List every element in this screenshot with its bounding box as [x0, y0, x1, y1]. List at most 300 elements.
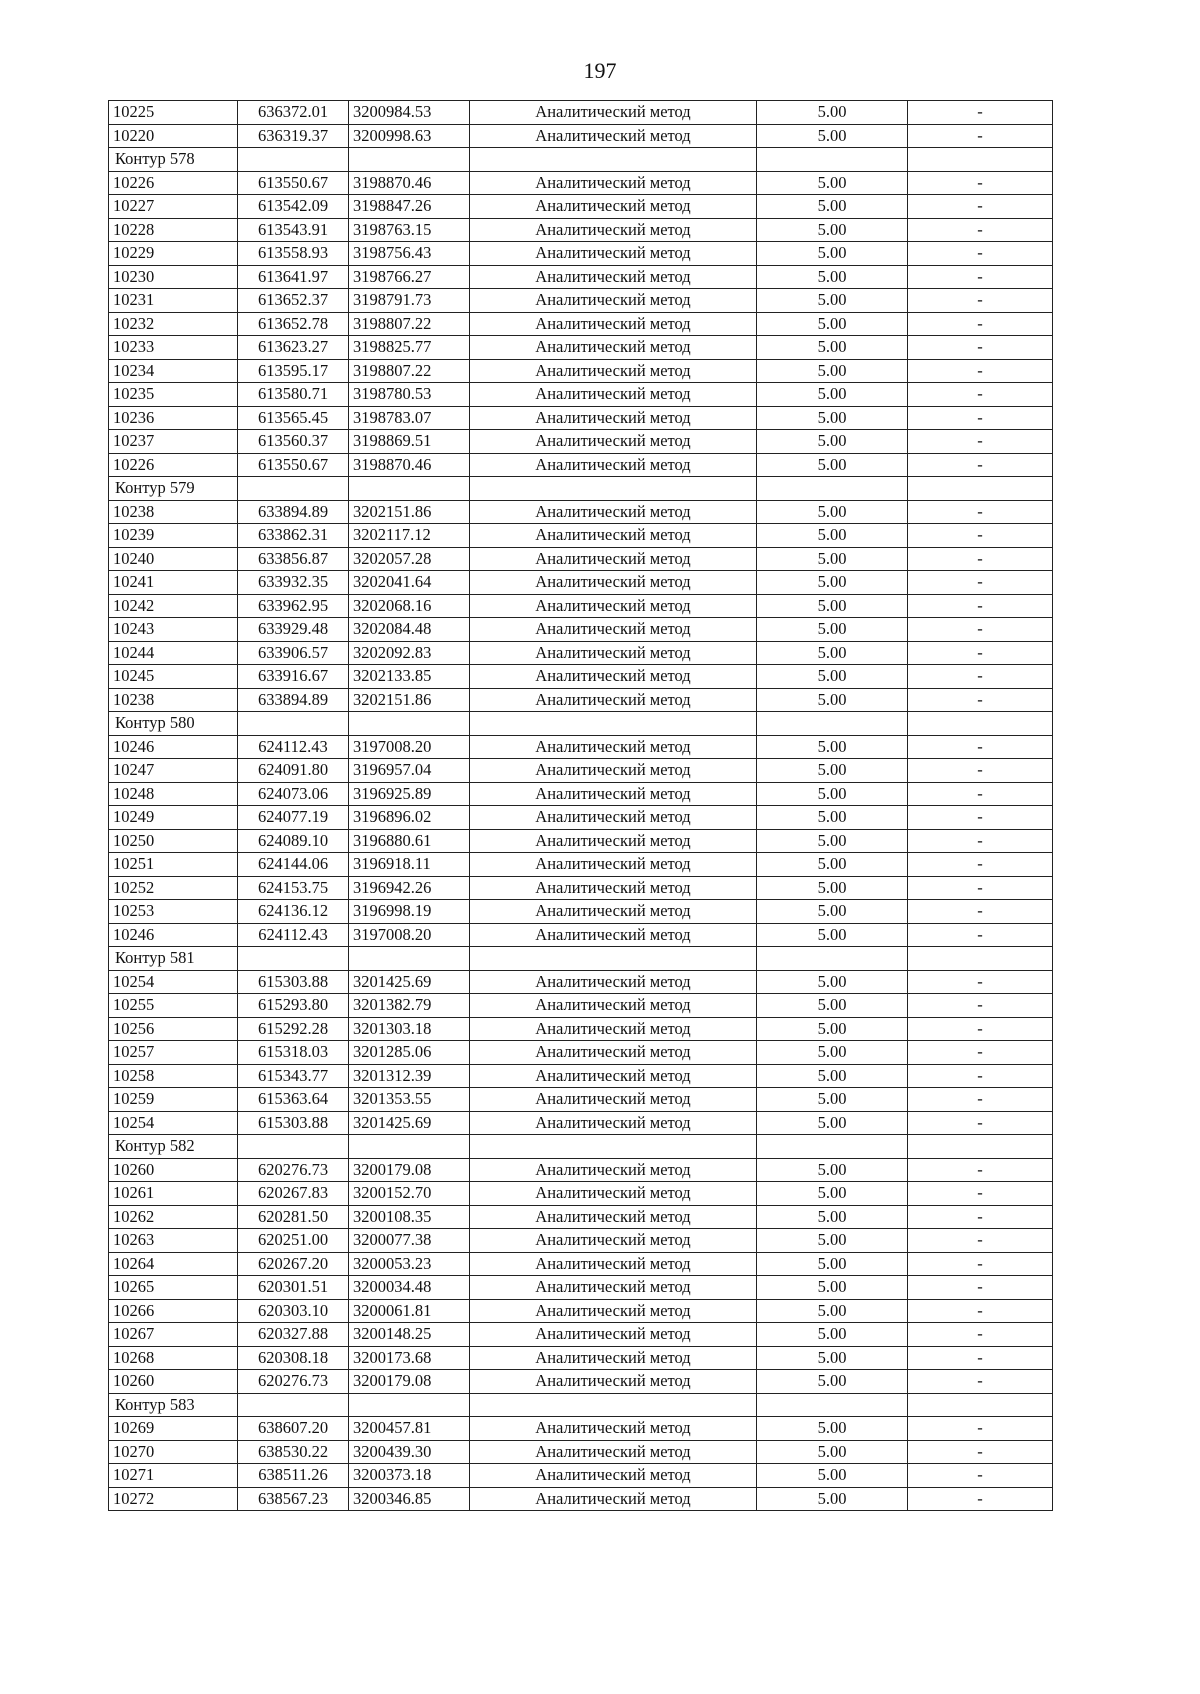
y-coordinate: 3196880.61: [349, 829, 470, 853]
note-cell: -: [908, 359, 1053, 383]
note-cell: -: [908, 665, 1053, 689]
table-row: [109, 195, 1053, 219]
point-id: 10237: [109, 430, 238, 454]
contour-label: Контур 583: [109, 1393, 238, 1417]
x-coordinate: 633932.35: [238, 571, 349, 595]
table-row: [109, 383, 1053, 407]
method-cell: Аналитический метод: [470, 359, 757, 383]
point-id: 10271: [109, 1464, 238, 1488]
x-coordinate: 624112.43: [238, 923, 349, 947]
method-cell: Аналитический метод: [470, 735, 757, 759]
empty-cell: [757, 1135, 908, 1159]
note-cell: -: [908, 289, 1053, 313]
empty-cell: [238, 148, 349, 172]
empty-cell: [757, 477, 908, 501]
note-cell: -: [908, 923, 1053, 947]
accuracy-cell: 5.00: [757, 759, 908, 783]
point-id: 10266: [109, 1299, 238, 1323]
x-coordinate: 620276.73: [238, 1370, 349, 1394]
x-coordinate: 633916.67: [238, 665, 349, 689]
x-coordinate: 620267.83: [238, 1182, 349, 1206]
accuracy-cell: 5.00: [757, 735, 908, 759]
x-coordinate: 638567.23: [238, 1487, 349, 1511]
method-cell: Аналитический метод: [470, 594, 757, 618]
empty-cell: [470, 477, 757, 501]
point-id: 10260: [109, 1158, 238, 1182]
empty-cell: [470, 1135, 757, 1159]
note-cell: -: [908, 782, 1053, 806]
y-coordinate: 3200346.85: [349, 1487, 470, 1511]
note-cell: -: [908, 641, 1053, 665]
note-cell: -: [908, 571, 1053, 595]
point-id: 10253: [109, 900, 238, 924]
method-cell: Аналитический метод: [470, 1064, 757, 1088]
method-cell: Аналитический метод: [470, 571, 757, 595]
note-cell: -: [908, 1487, 1053, 1511]
x-coordinate: 613550.67: [238, 171, 349, 195]
accuracy-cell: 5.00: [757, 171, 908, 195]
empty-cell: [908, 148, 1053, 172]
point-id: 10240: [109, 547, 238, 571]
table-row: [109, 571, 1053, 595]
y-coordinate: 3200179.08: [349, 1158, 470, 1182]
table-row: [109, 1276, 1053, 1300]
accuracy-cell: 5.00: [757, 1229, 908, 1253]
y-coordinate: 3202151.86: [349, 688, 470, 712]
accuracy-cell: 5.00: [757, 994, 908, 1018]
point-id: 10242: [109, 594, 238, 618]
accuracy-cell: 5.00: [757, 853, 908, 877]
accuracy-cell: 5.00: [757, 1299, 908, 1323]
y-coordinate: 3202084.48: [349, 618, 470, 642]
accuracy-cell: 5.00: [757, 242, 908, 266]
note-cell: -: [908, 500, 1053, 524]
empty-cell: [470, 712, 757, 736]
table-row: [109, 101, 1053, 125]
note-cell: -: [908, 430, 1053, 454]
accuracy-cell: 5.00: [757, 1464, 908, 1488]
method-cell: Аналитический метод: [470, 641, 757, 665]
empty-cell: [238, 1135, 349, 1159]
empty-cell: [908, 1135, 1053, 1159]
empty-cell: [349, 947, 470, 971]
table-body: [109, 101, 1053, 1511]
x-coordinate: 633962.95: [238, 594, 349, 618]
note-cell: -: [908, 124, 1053, 148]
x-coordinate: 624136.12: [238, 900, 349, 924]
y-coordinate: 3196957.04: [349, 759, 470, 783]
point-id: 10270: [109, 1440, 238, 1464]
method-cell: Аналитический метод: [470, 829, 757, 853]
empty-cell: [349, 1393, 470, 1417]
accuracy-cell: 5.00: [757, 1276, 908, 1300]
table-row: [109, 1017, 1053, 1041]
point-id: 10233: [109, 336, 238, 360]
point-id: 10252: [109, 876, 238, 900]
contour-header-row: [109, 947, 1053, 971]
empty-cell: [757, 148, 908, 172]
accuracy-cell: 5.00: [757, 359, 908, 383]
point-id: 10243: [109, 618, 238, 642]
accuracy-cell: 5.00: [757, 876, 908, 900]
y-coordinate: 3201425.69: [349, 1111, 470, 1135]
method-cell: Аналитический метод: [470, 853, 757, 877]
y-coordinate: 3200457.81: [349, 1417, 470, 1441]
method-cell: Аналитический метод: [470, 265, 757, 289]
table-row: [109, 359, 1053, 383]
accuracy-cell: 5.00: [757, 1158, 908, 1182]
accuracy-cell: 5.00: [757, 1017, 908, 1041]
point-id: 10232: [109, 312, 238, 336]
point-id: 10238: [109, 688, 238, 712]
point-id: 10226: [109, 171, 238, 195]
method-cell: Аналитический метод: [470, 171, 757, 195]
point-id: 10265: [109, 1276, 238, 1300]
accuracy-cell: 5.00: [757, 1323, 908, 1347]
accuracy-cell: 5.00: [757, 806, 908, 830]
note-cell: -: [908, 453, 1053, 477]
table-row: [109, 336, 1053, 360]
accuracy-cell: 5.00: [757, 218, 908, 242]
note-cell: -: [908, 1229, 1053, 1253]
y-coordinate: 3200108.35: [349, 1205, 470, 1229]
note-cell: -: [908, 171, 1053, 195]
accuracy-cell: 5.00: [757, 1182, 908, 1206]
table-row: [109, 994, 1053, 1018]
y-coordinate: 3197008.20: [349, 923, 470, 947]
note-cell: -: [908, 218, 1053, 242]
table-row: [109, 312, 1053, 336]
point-id: 10225: [109, 101, 238, 125]
method-cell: Аналитический метод: [470, 782, 757, 806]
y-coordinate: 3200034.48: [349, 1276, 470, 1300]
y-coordinate: 3197008.20: [349, 735, 470, 759]
accuracy-cell: 5.00: [757, 547, 908, 571]
empty-cell: [757, 1393, 908, 1417]
x-coordinate: 624091.80: [238, 759, 349, 783]
x-coordinate: 613560.37: [238, 430, 349, 454]
point-id: 10263: [109, 1229, 238, 1253]
table-row: [109, 171, 1053, 195]
table-row: [109, 594, 1053, 618]
table-row: [109, 1158, 1053, 1182]
note-cell: -: [908, 759, 1053, 783]
point-id: 10227: [109, 195, 238, 219]
empty-cell: [349, 148, 470, 172]
accuracy-cell: 5.00: [757, 336, 908, 360]
accuracy-cell: 5.00: [757, 1487, 908, 1511]
method-cell: Аналитический метод: [470, 430, 757, 454]
method-cell: Аналитический метод: [470, 1088, 757, 1112]
x-coordinate: 624153.75: [238, 876, 349, 900]
point-id: 10247: [109, 759, 238, 783]
accuracy-cell: 5.00: [757, 406, 908, 430]
table-row: [109, 524, 1053, 548]
x-coordinate: 620308.18: [238, 1346, 349, 1370]
y-coordinate: 3198763.15: [349, 218, 470, 242]
point-id: 10254: [109, 1111, 238, 1135]
accuracy-cell: 5.00: [757, 101, 908, 125]
x-coordinate: 613652.78: [238, 312, 349, 336]
table-row: [109, 735, 1053, 759]
x-coordinate: 613542.09: [238, 195, 349, 219]
method-cell: Аналитический метод: [470, 1417, 757, 1441]
y-coordinate: 3202133.85: [349, 665, 470, 689]
note-cell: -: [908, 1017, 1053, 1041]
accuracy-cell: 5.00: [757, 782, 908, 806]
empty-cell: [757, 947, 908, 971]
note-cell: -: [908, 1346, 1053, 1370]
method-cell: Аналитический метод: [470, 970, 757, 994]
table-row: [109, 406, 1053, 430]
y-coordinate: 3196918.11: [349, 853, 470, 877]
method-cell: Аналитический метод: [470, 618, 757, 642]
point-id: 10259: [109, 1088, 238, 1112]
y-coordinate: 3202117.12: [349, 524, 470, 548]
table-row: [109, 923, 1053, 947]
accuracy-cell: 5.00: [757, 195, 908, 219]
x-coordinate: 613652.37: [238, 289, 349, 313]
empty-cell: [238, 712, 349, 736]
method-cell: Аналитический метод: [470, 453, 757, 477]
accuracy-cell: 5.00: [757, 265, 908, 289]
x-coordinate: 620251.00: [238, 1229, 349, 1253]
y-coordinate: 3201353.55: [349, 1088, 470, 1112]
method-cell: Аналитический метод: [470, 923, 757, 947]
x-coordinate: 613580.71: [238, 383, 349, 407]
note-cell: -: [908, 1252, 1053, 1276]
y-coordinate: 3202068.16: [349, 594, 470, 618]
y-coordinate: 3201285.06: [349, 1041, 470, 1065]
note-cell: -: [908, 853, 1053, 877]
y-coordinate: 3198756.43: [349, 242, 470, 266]
table-row: [109, 1182, 1053, 1206]
note-cell: -: [908, 312, 1053, 336]
method-cell: Аналитический метод: [470, 1370, 757, 1394]
x-coordinate: 638530.22: [238, 1440, 349, 1464]
accuracy-cell: 5.00: [757, 1440, 908, 1464]
empty-cell: [470, 947, 757, 971]
y-coordinate: 3198869.51: [349, 430, 470, 454]
x-coordinate: 633856.87: [238, 547, 349, 571]
note-cell: -: [908, 1370, 1053, 1394]
method-cell: Аналитический метод: [470, 124, 757, 148]
accuracy-cell: 5.00: [757, 1041, 908, 1065]
x-coordinate: 624077.19: [238, 806, 349, 830]
y-coordinate: 3200984.53: [349, 101, 470, 125]
x-coordinate: 620267.20: [238, 1252, 349, 1276]
accuracy-cell: 5.00: [757, 665, 908, 689]
x-coordinate: 615318.03: [238, 1041, 349, 1065]
accuracy-cell: 5.00: [757, 1370, 908, 1394]
table-row: [109, 853, 1053, 877]
x-coordinate: 624144.06: [238, 853, 349, 877]
point-id: 10256: [109, 1017, 238, 1041]
table-row: [109, 1487, 1053, 1511]
note-cell: -: [908, 900, 1053, 924]
point-id: 10220: [109, 124, 238, 148]
accuracy-cell: 5.00: [757, 124, 908, 148]
x-coordinate: 620327.88: [238, 1323, 349, 1347]
empty-cell: [238, 947, 349, 971]
accuracy-cell: 5.00: [757, 900, 908, 924]
y-coordinate: 3201303.18: [349, 1017, 470, 1041]
accuracy-cell: 5.00: [757, 641, 908, 665]
point-id: 10229: [109, 242, 238, 266]
table-row: [109, 1111, 1053, 1135]
accuracy-cell: 5.00: [757, 1111, 908, 1135]
point-id: 10228: [109, 218, 238, 242]
y-coordinate: 3200439.30: [349, 1440, 470, 1464]
note-cell: -: [908, 594, 1053, 618]
accuracy-cell: 5.00: [757, 312, 908, 336]
table-row: [109, 1299, 1053, 1323]
x-coordinate: 638607.20: [238, 1417, 349, 1441]
table-row: [109, 124, 1053, 148]
y-coordinate: 3202092.83: [349, 641, 470, 665]
method-cell: Аналитический метод: [470, 1205, 757, 1229]
note-cell: -: [908, 876, 1053, 900]
table-row: [109, 242, 1053, 266]
accuracy-cell: 5.00: [757, 1205, 908, 1229]
note-cell: -: [908, 688, 1053, 712]
x-coordinate: 624073.06: [238, 782, 349, 806]
coordinates-table: [108, 100, 1053, 1511]
note-cell: -: [908, 1299, 1053, 1323]
table-row: [109, 688, 1053, 712]
point-id: 10268: [109, 1346, 238, 1370]
table-row: [109, 1323, 1053, 1347]
table-row: [109, 1417, 1053, 1441]
method-cell: Аналитический метод: [470, 312, 757, 336]
x-coordinate: 615293.80: [238, 994, 349, 1018]
note-cell: -: [908, 735, 1053, 759]
y-coordinate: 3198766.27: [349, 265, 470, 289]
table-row: [109, 1041, 1053, 1065]
method-cell: Аналитический метод: [470, 218, 757, 242]
method-cell: Аналитический метод: [470, 1158, 757, 1182]
method-cell: Аналитический метод: [470, 383, 757, 407]
accuracy-cell: 5.00: [757, 1346, 908, 1370]
note-cell: -: [908, 1158, 1053, 1182]
empty-cell: [470, 148, 757, 172]
y-coordinate: 3198870.46: [349, 453, 470, 477]
x-coordinate: 633894.89: [238, 500, 349, 524]
x-coordinate: 620303.10: [238, 1299, 349, 1323]
point-id: 10236: [109, 406, 238, 430]
y-coordinate: 3196998.19: [349, 900, 470, 924]
accuracy-cell: 5.00: [757, 571, 908, 595]
page-number: 197: [583, 58, 617, 83]
method-cell: Аналитический метод: [470, 1346, 757, 1370]
x-coordinate: 615343.77: [238, 1064, 349, 1088]
contour-header-row: [109, 148, 1053, 172]
method-cell: Аналитический метод: [470, 1299, 757, 1323]
contour-header-row: [109, 1393, 1053, 1417]
contour-label: Контур 580: [109, 712, 238, 736]
table-row: [109, 430, 1053, 454]
point-id: 10239: [109, 524, 238, 548]
y-coordinate: 3200173.68: [349, 1346, 470, 1370]
note-cell: -: [908, 1323, 1053, 1347]
point-id: 10246: [109, 735, 238, 759]
table-row: [109, 218, 1053, 242]
accuracy-cell: 5.00: [757, 430, 908, 454]
note-cell: -: [908, 524, 1053, 548]
y-coordinate: 3200061.81: [349, 1299, 470, 1323]
method-cell: Аналитический метод: [470, 1017, 757, 1041]
x-coordinate: 613543.91: [238, 218, 349, 242]
empty-cell: [238, 1393, 349, 1417]
empty-cell: [908, 1393, 1053, 1417]
x-coordinate: 624089.10: [238, 829, 349, 853]
y-coordinate: 3196942.26: [349, 876, 470, 900]
x-coordinate: 633894.89: [238, 688, 349, 712]
point-id: 10261: [109, 1182, 238, 1206]
table-row: [109, 900, 1053, 924]
table-row: [109, 782, 1053, 806]
table-row: [109, 1370, 1053, 1394]
empty-cell: [238, 477, 349, 501]
note-cell: -: [908, 383, 1053, 407]
accuracy-cell: 5.00: [757, 383, 908, 407]
contour-label: Контур 578: [109, 148, 238, 172]
accuracy-cell: 5.00: [757, 829, 908, 853]
table-row: [109, 453, 1053, 477]
note-cell: -: [908, 1440, 1053, 1464]
point-id: 10249: [109, 806, 238, 830]
point-id: 10235: [109, 383, 238, 407]
method-cell: Аналитический метод: [470, 1252, 757, 1276]
coordinates-table-container: [108, 100, 1053, 1511]
method-cell: Аналитический метод: [470, 547, 757, 571]
x-coordinate: 613595.17: [238, 359, 349, 383]
x-coordinate: 620281.50: [238, 1205, 349, 1229]
y-coordinate: 3202041.64: [349, 571, 470, 595]
note-cell: -: [908, 806, 1053, 830]
y-coordinate: 3201382.79: [349, 994, 470, 1018]
method-cell: Аналитический метод: [470, 336, 757, 360]
x-coordinate: 613623.27: [238, 336, 349, 360]
method-cell: Аналитический метод: [470, 994, 757, 1018]
note-cell: -: [908, 1041, 1053, 1065]
y-coordinate: 3200152.70: [349, 1182, 470, 1206]
note-cell: -: [908, 336, 1053, 360]
point-id: 10238: [109, 500, 238, 524]
accuracy-cell: 5.00: [757, 1417, 908, 1441]
accuracy-cell: 5.00: [757, 594, 908, 618]
table-row: [109, 1464, 1053, 1488]
x-coordinate: 615292.28: [238, 1017, 349, 1041]
point-id: 10254: [109, 970, 238, 994]
empty-cell: [908, 712, 1053, 736]
empty-cell: [470, 1393, 757, 1417]
y-coordinate: 3196896.02: [349, 806, 470, 830]
point-id: 10255: [109, 994, 238, 1018]
x-coordinate: 613565.45: [238, 406, 349, 430]
x-coordinate: 620276.73: [238, 1158, 349, 1182]
y-coordinate: 3202057.28: [349, 547, 470, 571]
y-coordinate: 3198783.07: [349, 406, 470, 430]
point-id: 10251: [109, 853, 238, 877]
contour-label: Контур 582: [109, 1135, 238, 1159]
contour-header-row: [109, 712, 1053, 736]
y-coordinate: 3200998.63: [349, 124, 470, 148]
y-coordinate: 3198825.77: [349, 336, 470, 360]
x-coordinate: 613550.67: [238, 453, 349, 477]
note-cell: -: [908, 1464, 1053, 1488]
accuracy-cell: 5.00: [757, 618, 908, 642]
